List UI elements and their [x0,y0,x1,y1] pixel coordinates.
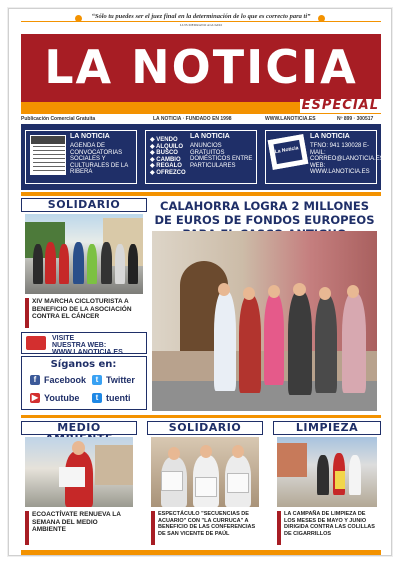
masthead [21,34,381,102]
promo-agenda[interactable] [25,130,137,184]
bottom-caption-3[interactable]: LA CAMPAÑA DE LIMPIEZA DE LOS MESES DE MAYO Y JUNIO DIRIGIDA CONTRA LAS COLILLAS DE CIGARRILLOS [277,511,377,545]
promo-contact[interactable] [265,130,384,184]
left-story-caption[interactable]: XIV MARCHA CICLOTURISTA A BENEFICIO DE LA ASOCIACIÓN CONTRA EL CÁNCER [25,298,143,328]
main-story-photo [152,231,377,411]
social-box [21,356,147,410]
footer-bar [21,550,381,555]
limpieza-photo [277,437,377,507]
bottom-separator [21,415,381,418]
promo-title: LA NOTICIA [310,133,350,140]
newspaper-cover [8,8,392,556]
facebook-icon[interactable]: f [30,375,40,385]
promo-body: AGENDA DE CONVOCATORIAS SOCIALES Y CULTURALES DE LA RIBERA [70,143,128,175]
section-title-limpieza: LIMPIEZA [273,421,381,435]
promo-title: LA NOTICIA [190,133,230,140]
social-youtube[interactable]: Youtube [44,393,80,403]
promo-bar [21,124,384,190]
quote-rule [21,21,381,22]
promo-title: LA NOTICIA [70,133,110,140]
laptop-icon [268,134,309,170]
social-title: Síganos en: [50,359,117,370]
brand-title: LA NOTICIA [44,40,358,94]
promo-body: TFNO: 941 130028 E-MAIL: CORREO@LANOTICIA.ES WEB: WWW.LANOTICIA.ES [310,143,384,175]
section-title-solidario: SOLIDARIO [21,198,147,212]
social-facebook[interactable]: Facebook [44,375,87,385]
web-icon [26,336,46,350]
acuario-photo [151,437,259,507]
ecoactivate-photo [25,437,133,507]
promo-bullets: ◆ VENDO ◆ ALQUILO ◆ BUSCO ◆ CAMBIO ◆ REGALO ◆ OFREZCO [150,137,186,176]
edition-label: ESPECIAL [301,98,379,113]
section-title-solidario-2: SOLIDARIO [147,421,263,435]
section-title-medio-ambiente: MEDIO [21,421,137,435]
cyclists-photo [25,214,143,294]
promo-anuncios[interactable] [145,130,257,184]
section-separator [21,192,381,196]
social-twitter[interactable]: Twitter [106,375,135,385]
info-bar [21,115,381,123]
calendar-icon [30,135,66,175]
bottom-caption-2[interactable]: ESPECTÁCULO "SECUENCIAS DE ACUARIO" CON "LA CURRUCA" A BENEFICIO DE LAS CONFERENCIAS DE SAN VICENTE DE PAÚL [151,511,259,545]
visit-line3[interactable]: WWW.LANOTICIA.ES [52,349,123,356]
social-tuenti[interactable]: tuenti [106,393,131,403]
bottom-caption-1[interactable]: ECOACTÍVATE RENUEVA LA SEMANA DEL MEDIO AMBIENTE [25,511,133,545]
twitter-icon[interactable]: t [92,375,102,385]
laptop-label: La Noticia [274,145,299,156]
info-center: LA NOTICIA · FUNDADO EN 1998 [153,116,232,122]
tuenti-icon[interactable]: t [92,393,102,403]
visit-text [52,335,123,356]
edition-bar [21,98,381,114]
visit-web-box[interactable] [21,332,147,354]
header-quote: “Sólo tu puedes ser el juez final en la determinación de lo que es correcto para ti” [91,13,311,20]
quote-author: LUIS MEDRANO AGUADO [179,23,223,27]
info-web[interactable]: WWW.LANOTICIA.ES [265,116,316,122]
promo-body: ANUNCIOS GRATUITOS DOMÉSTICOS ENTRE PARTICULARES [190,143,253,169]
info-issue: Nº 899 · 300517 [337,116,374,122]
youtube-icon[interactable]: ▶ [31,393,39,402]
visit-line1: VISITE [52,335,75,342]
main-headline[interactable]: CALAHORRA LOGRA 2 MILLONES DE EUROS DE FONDOS EUROPEOS [154,199,375,227]
info-left: Publicación Comercial Gratuita [21,116,96,122]
visit-line2: NUESTRA WEB: [52,342,107,349]
